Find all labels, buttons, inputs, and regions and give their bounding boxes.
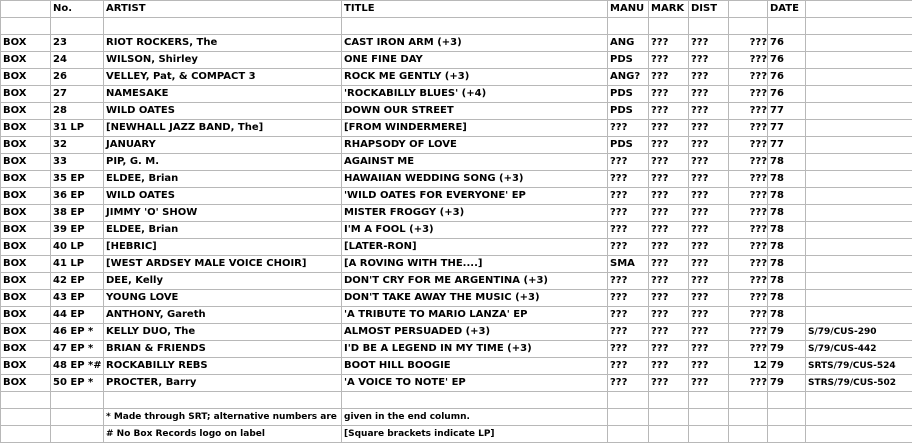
header-dist[interactable]: DIST xyxy=(689,1,729,18)
table-row xyxy=(1,358,912,375)
catalog-number-cell[interactable]: 39 EP xyxy=(51,222,104,239)
row-label-cell[interactable]: BOX xyxy=(1,239,51,256)
title-cell[interactable]: HAWAIIAN WEDDING SONG (+3) xyxy=(342,171,608,188)
dist-cell[interactable]: ??? xyxy=(689,137,729,154)
alt-number-cell[interactable] xyxy=(806,171,912,188)
dist-cell[interactable]: ??? xyxy=(689,239,729,256)
date-cell[interactable]: 78 xyxy=(768,205,806,222)
empty-cell[interactable] xyxy=(342,392,608,409)
empty-cell[interactable] xyxy=(649,392,689,409)
row-label-cell[interactable]: BOX xyxy=(1,273,51,290)
empty-cell[interactable] xyxy=(729,392,768,409)
mark-cell[interactable]: ??? xyxy=(649,35,689,52)
row-label-cell[interactable]: BOX xyxy=(1,205,51,222)
manu-cell[interactable]: ??? xyxy=(608,358,649,375)
dist-cell[interactable]: ??? xyxy=(689,86,729,103)
mark-cell[interactable]: ??? xyxy=(649,256,689,273)
dist-cell[interactable]: ??? xyxy=(689,154,729,171)
dist-cell[interactable]: ??? xyxy=(689,375,729,392)
empty-cell[interactable] xyxy=(689,392,729,409)
catalog-number-cell[interactable]: 48 EP *# xyxy=(51,358,104,375)
artist-cell[interactable]: ELDEE, Brian xyxy=(104,171,342,188)
artist-cell[interactable]: [HEBRIC] xyxy=(104,239,342,256)
dist-cell[interactable]: ??? xyxy=(689,358,729,375)
empty-cell[interactable] xyxy=(689,18,729,35)
dist-cell[interactable]: ??? xyxy=(689,52,729,69)
note-srt-left[interactable]: * Made through SRT; alternative numbers are xyxy=(104,409,342,426)
header-cell-blank[interactable] xyxy=(729,1,768,18)
manu-cell[interactable]: ??? xyxy=(608,273,649,290)
extra-cell[interactable]: ??? xyxy=(729,273,768,290)
artist-cell[interactable]: KELLY DUO, The xyxy=(104,324,342,341)
row-label-cell[interactable]: BOX xyxy=(1,154,51,171)
extra-cell[interactable]: ??? xyxy=(729,103,768,120)
empty-cell[interactable] xyxy=(649,18,689,35)
title-cell[interactable]: BOOT HILL BOOGIE xyxy=(342,358,608,375)
extra-cell[interactable]: ??? xyxy=(729,154,768,171)
header-title[interactable]: TITLE xyxy=(342,1,608,18)
extra-cell[interactable]: ??? xyxy=(729,222,768,239)
alt-number-cell[interactable] xyxy=(806,35,912,52)
title-cell[interactable]: DON'T CRY FOR ME ARGENTINA (+3) xyxy=(342,273,608,290)
alt-number-cell[interactable] xyxy=(806,205,912,222)
table-row xyxy=(1,52,912,69)
empty-cell[interactable] xyxy=(689,426,729,443)
row-label-cell[interactable]: BOX xyxy=(1,103,51,120)
title-cell[interactable]: 'ROCKABILLY BLUES' (+4) xyxy=(342,86,608,103)
table-row xyxy=(1,69,912,86)
mark-cell[interactable]: ??? xyxy=(649,375,689,392)
alt-number-cell[interactable] xyxy=(806,188,912,205)
extra-cell[interactable]: ??? xyxy=(729,324,768,341)
date-cell[interactable]: 76 xyxy=(768,86,806,103)
alt-number-cell[interactable] xyxy=(806,120,912,137)
manu-cell[interactable]: ??? xyxy=(608,375,649,392)
row-label-cell[interactable]: BOX xyxy=(1,137,51,154)
extra-cell[interactable]: ??? xyxy=(729,375,768,392)
table-row xyxy=(1,239,912,256)
manu-cell[interactable]: PDS xyxy=(608,86,649,103)
row-label-cell[interactable]: BOX xyxy=(1,324,51,341)
artist-cell[interactable]: WILD OATES xyxy=(104,188,342,205)
mark-cell[interactable]: ??? xyxy=(649,307,689,324)
alt-number-cell[interactable] xyxy=(806,239,912,256)
extra-cell[interactable]: ??? xyxy=(729,290,768,307)
catalog-number-cell[interactable]: 27 xyxy=(51,86,104,103)
alt-number-cell[interactable] xyxy=(806,137,912,154)
dist-cell[interactable]: ??? xyxy=(689,120,729,137)
table-row xyxy=(1,103,912,120)
header-cell-blank[interactable] xyxy=(806,1,912,18)
manu-cell[interactable]: ??? xyxy=(608,324,649,341)
empty-cell[interactable] xyxy=(768,392,806,409)
title-cell[interactable]: MISTER FROGGY (+3) xyxy=(342,205,608,222)
mark-cell[interactable]: ??? xyxy=(649,137,689,154)
header-cell-blank[interactable] xyxy=(1,1,51,18)
table-row xyxy=(1,35,912,52)
artist-cell[interactable]: JANUARY xyxy=(104,137,342,154)
table-row xyxy=(1,341,912,358)
empty-cell[interactable] xyxy=(608,426,649,443)
date-cell[interactable]: 76 xyxy=(768,35,806,52)
date-cell[interactable]: 78 xyxy=(768,307,806,324)
extra-cell[interactable]: ??? xyxy=(729,239,768,256)
header-mark[interactable]: MARK xyxy=(649,1,689,18)
catalog-number-cell[interactable]: 50 EP * xyxy=(51,375,104,392)
row-label-cell[interactable]: BOX xyxy=(1,52,51,69)
manu-cell[interactable]: PDS xyxy=(608,52,649,69)
artist-cell[interactable]: ROCKABILLY REBS xyxy=(104,358,342,375)
empty-cell[interactable] xyxy=(342,18,608,35)
catalog-number-cell[interactable]: 33 xyxy=(51,154,104,171)
mark-cell[interactable]: ??? xyxy=(649,69,689,86)
manu-cell[interactable]: ??? xyxy=(608,222,649,239)
extra-cell[interactable]: ??? xyxy=(729,205,768,222)
catalog-number-cell[interactable]: 28 xyxy=(51,103,104,120)
extra-cell[interactable]: ??? xyxy=(729,86,768,103)
artist-cell[interactable]: ELDEE, Brian xyxy=(104,222,342,239)
artist-cell[interactable]: ANTHONY, Gareth xyxy=(104,307,342,324)
title-cell[interactable]: 'A TRIBUTE TO MARIO LANZA' EP xyxy=(342,307,608,324)
date-cell[interactable]: 78 xyxy=(768,290,806,307)
title-cell[interactable]: [FROM WINDERMERE] xyxy=(342,120,608,137)
catalog-number-cell[interactable]: 43 EP xyxy=(51,290,104,307)
manu-cell[interactable]: ??? xyxy=(608,239,649,256)
mark-cell[interactable]: ??? xyxy=(649,154,689,171)
empty-cell[interactable] xyxy=(729,18,768,35)
empty-cell[interactable] xyxy=(729,409,768,426)
dist-cell[interactable]: ??? xyxy=(689,307,729,324)
empty-cell[interactable] xyxy=(806,392,912,409)
extra-cell[interactable]: ??? xyxy=(729,35,768,52)
catalog-number-cell[interactable]: 41 LP xyxy=(51,256,104,273)
artist-cell[interactable]: RIOT ROCKERS, The xyxy=(104,35,342,52)
title-cell[interactable]: I'D BE A LEGEND IN MY TIME (+3) xyxy=(342,341,608,358)
note-row-srt xyxy=(1,409,912,426)
mark-cell[interactable]: ??? xyxy=(649,52,689,69)
row-label-cell[interactable]: BOX xyxy=(1,69,51,86)
blank-row xyxy=(1,392,912,409)
mark-cell[interactable]: ??? xyxy=(649,273,689,290)
date-cell[interactable]: 78 xyxy=(768,256,806,273)
alt-number-cell[interactable] xyxy=(806,103,912,120)
table-row xyxy=(1,188,912,205)
dist-cell[interactable]: ??? xyxy=(689,222,729,239)
row-label-cell[interactable]: BOX xyxy=(1,35,51,52)
date-cell[interactable]: 78 xyxy=(768,171,806,188)
artist-cell[interactable]: [WEST ARDSEY MALE VOICE CHOIR] xyxy=(104,256,342,273)
date-cell[interactable]: 79 xyxy=(768,375,806,392)
empty-cell[interactable] xyxy=(608,409,649,426)
date-cell[interactable]: 78 xyxy=(768,188,806,205)
manu-cell[interactable]: ANG xyxy=(608,35,649,52)
table-row xyxy=(1,290,912,307)
title-cell[interactable]: ONE FINE DAY xyxy=(342,52,608,69)
table-row xyxy=(1,273,912,290)
row-label-cell[interactable]: BOX xyxy=(1,171,51,188)
catalog-number-cell[interactable]: 26 xyxy=(51,69,104,86)
date-cell[interactable]: 78 xyxy=(768,239,806,256)
catalog-number-cell[interactable]: 42 EP xyxy=(51,273,104,290)
dist-cell[interactable]: ??? xyxy=(689,324,729,341)
title-cell[interactable]: 'A VOICE TO NOTE' EP xyxy=(342,375,608,392)
alt-number-cell[interactable] xyxy=(806,222,912,239)
date-cell[interactable]: 76 xyxy=(768,52,806,69)
empty-cell[interactable] xyxy=(806,409,912,426)
manu-cell[interactable]: ??? xyxy=(608,188,649,205)
artist-cell[interactable]: [NEWHALL JAZZ BAND, The] xyxy=(104,120,342,137)
artist-cell[interactable]: JIMMY 'O' SHOW xyxy=(104,205,342,222)
row-label-cell[interactable]: BOX xyxy=(1,188,51,205)
catalog-number-cell[interactable]: 35 EP xyxy=(51,171,104,188)
row-label-cell[interactable]: BOX xyxy=(1,307,51,324)
extra-cell[interactable]: ??? xyxy=(729,137,768,154)
catalog-number-cell[interactable]: 44 EP xyxy=(51,307,104,324)
row-label-cell[interactable]: BOX xyxy=(1,290,51,307)
title-cell[interactable]: DOWN OUR STREET xyxy=(342,103,608,120)
extra-cell[interactable]: ??? xyxy=(729,256,768,273)
alt-number-cell[interactable] xyxy=(806,307,912,324)
empty-cell[interactable] xyxy=(1,18,51,35)
date-cell[interactable]: 77 xyxy=(768,137,806,154)
date-cell[interactable]: 78 xyxy=(768,273,806,290)
blank-row xyxy=(1,18,912,35)
mark-cell[interactable]: ??? xyxy=(649,222,689,239)
alt-number-cell[interactable] xyxy=(806,256,912,273)
dist-cell[interactable]: ??? xyxy=(689,341,729,358)
title-cell[interactable]: RHAPSODY OF LOVE xyxy=(342,137,608,154)
manu-cell[interactable]: SMA xyxy=(608,256,649,273)
title-cell[interactable]: AGAINST ME xyxy=(342,154,608,171)
empty-cell[interactable] xyxy=(608,392,649,409)
row-label-cell[interactable]: BOX xyxy=(1,222,51,239)
manu-cell[interactable]: ??? xyxy=(608,307,649,324)
mark-cell[interactable]: ??? xyxy=(649,86,689,103)
alt-number-cell[interactable] xyxy=(806,154,912,171)
mark-cell[interactable]: ??? xyxy=(649,290,689,307)
alt-number-cell[interactable] xyxy=(806,290,912,307)
empty-cell[interactable] xyxy=(104,392,342,409)
mark-cell[interactable]: ??? xyxy=(649,120,689,137)
header-artist[interactable]: ARTIST xyxy=(104,1,342,18)
date-cell[interactable]: 76 xyxy=(768,69,806,86)
dist-cell[interactable]: ??? xyxy=(689,171,729,188)
artist-cell[interactable]: WILD OATES xyxy=(104,103,342,120)
catalog-number-cell[interactable]: 23 xyxy=(51,35,104,52)
empty-cell[interactable] xyxy=(806,18,912,35)
extra-cell[interactable]: ??? xyxy=(729,52,768,69)
empty-cell[interactable] xyxy=(1,426,51,443)
empty-cell[interactable] xyxy=(806,426,912,443)
artist-cell[interactable]: NAMESAKE xyxy=(104,86,342,103)
empty-cell[interactable] xyxy=(104,18,342,35)
dist-cell[interactable]: ??? xyxy=(689,256,729,273)
catalog-number-cell[interactable]: 36 EP xyxy=(51,188,104,205)
dist-cell[interactable]: ??? xyxy=(689,273,729,290)
manu-cell[interactable]: ANG? xyxy=(608,69,649,86)
alt-number-cell[interactable] xyxy=(806,69,912,86)
dist-cell[interactable]: ??? xyxy=(689,290,729,307)
empty-cell[interactable] xyxy=(768,409,806,426)
artist-cell[interactable]: BRIAN & FRIENDS xyxy=(104,341,342,358)
catalog-number-cell[interactable]: 47 EP * xyxy=(51,341,104,358)
empty-cell[interactable] xyxy=(1,392,51,409)
table-row xyxy=(1,256,912,273)
empty-cell[interactable] xyxy=(768,426,806,443)
row-label-cell[interactable]: BOX xyxy=(1,341,51,358)
empty-cell[interactable] xyxy=(729,426,768,443)
empty-cell[interactable] xyxy=(51,409,104,426)
extra-cell[interactable]: ??? xyxy=(729,307,768,324)
mark-cell[interactable]: ??? xyxy=(649,205,689,222)
artist-cell[interactable]: DEE, Kelly xyxy=(104,273,342,290)
empty-cell[interactable] xyxy=(689,409,729,426)
row-label-cell[interactable]: BOX xyxy=(1,120,51,137)
header-row xyxy=(1,1,912,18)
empty-cell[interactable] xyxy=(649,409,689,426)
dist-cell[interactable]: ??? xyxy=(689,205,729,222)
title-cell[interactable]: [LATER-RON] xyxy=(342,239,608,256)
table-row xyxy=(1,137,912,154)
title-cell[interactable]: [A ROVING WITH THE....] xyxy=(342,256,608,273)
manu-cell[interactable]: PDS xyxy=(608,103,649,120)
extra-cell[interactable]: ??? xyxy=(729,171,768,188)
empty-cell[interactable] xyxy=(649,426,689,443)
manu-cell[interactable]: ??? xyxy=(608,171,649,188)
header-no[interactable]: No. xyxy=(51,1,104,18)
table-row xyxy=(1,154,912,171)
empty-cell[interactable] xyxy=(608,18,649,35)
note-brackets[interactable]: [Square brackets indicate LP] xyxy=(342,426,608,443)
note-srt-right[interactable]: given in the end column. xyxy=(342,409,608,426)
dist-cell[interactable]: ??? xyxy=(689,35,729,52)
empty-cell[interactable] xyxy=(51,392,104,409)
header-date[interactable]: DATE xyxy=(768,1,806,18)
table-row xyxy=(1,86,912,103)
dist-cell[interactable]: ??? xyxy=(689,103,729,120)
mark-cell[interactable]: ??? xyxy=(649,239,689,256)
empty-cell[interactable] xyxy=(51,18,104,35)
row-label-cell[interactable]: BOX xyxy=(1,256,51,273)
table-row xyxy=(1,120,912,137)
note-logo[interactable]: # No Box Records logo on label xyxy=(104,426,342,443)
manu-cell[interactable]: ??? xyxy=(608,205,649,222)
artist-cell[interactable]: PROCTER, Barry xyxy=(104,375,342,392)
title-cell[interactable]: ALMOST PERSUADED (+3) xyxy=(342,324,608,341)
date-cell[interactable]: 79 xyxy=(768,341,806,358)
manu-cell[interactable]: ??? xyxy=(608,341,649,358)
header-manu[interactable]: MANU xyxy=(608,1,649,18)
alt-number-cell[interactable]: SRTS/79/CUS-524 xyxy=(806,358,912,375)
date-cell[interactable]: 79 xyxy=(768,358,806,375)
catalog-number-cell[interactable]: 32 xyxy=(51,137,104,154)
date-cell[interactable]: 78 xyxy=(768,222,806,239)
extra-cell[interactable]: ??? xyxy=(729,120,768,137)
alt-number-cell[interactable]: S/79/CUS-290 xyxy=(806,324,912,341)
empty-cell[interactable] xyxy=(1,409,51,426)
alt-number-cell[interactable] xyxy=(806,52,912,69)
table-row xyxy=(1,324,912,341)
catalog-number-cell[interactable]: 40 LP xyxy=(51,239,104,256)
artist-cell[interactable]: PIP, G. M. xyxy=(104,154,342,171)
catalog-number-cell[interactable]: 38 EP xyxy=(51,205,104,222)
title-cell[interactable]: 'WILD OATES FOR EVERYONE' EP xyxy=(342,188,608,205)
title-cell[interactable]: ROCK ME GENTLY (+3) xyxy=(342,69,608,86)
empty-cell[interactable] xyxy=(51,426,104,443)
alt-number-cell[interactable] xyxy=(806,86,912,103)
table-row xyxy=(1,171,912,188)
extra-cell[interactable]: ??? xyxy=(729,341,768,358)
row-label-cell[interactable]: BOX xyxy=(1,358,51,375)
catalog-number-cell[interactable]: 31 LP xyxy=(51,120,104,137)
title-cell[interactable]: CAST IRON ARM (+3) xyxy=(342,35,608,52)
manu-cell[interactable]: PDS xyxy=(608,137,649,154)
alt-number-cell[interactable]: S/79/CUS-442 xyxy=(806,341,912,358)
manu-cell[interactable]: ??? xyxy=(608,290,649,307)
table-row xyxy=(1,222,912,239)
empty-cell[interactable] xyxy=(768,18,806,35)
alt-number-cell[interactable]: STRS/79/CUS-502 xyxy=(806,375,912,392)
date-cell[interactable]: 78 xyxy=(768,154,806,171)
extra-cell[interactable]: ??? xyxy=(729,69,768,86)
manu-cell[interactable]: ??? xyxy=(608,154,649,171)
artist-cell[interactable]: WILSON, Shirley xyxy=(104,52,342,69)
manu-cell[interactable]: ??? xyxy=(608,120,649,137)
mark-cell[interactable]: ??? xyxy=(649,171,689,188)
table-row xyxy=(1,307,912,324)
mark-cell[interactable]: ??? xyxy=(649,341,689,358)
title-cell[interactable]: I'M A FOOL (+3) xyxy=(342,222,608,239)
artist-cell[interactable]: VELLEY, Pat, & COMPACT 3 xyxy=(104,69,342,86)
mark-cell[interactable]: ??? xyxy=(649,103,689,120)
dist-cell[interactable]: ??? xyxy=(689,188,729,205)
row-label-cell[interactable]: BOX xyxy=(1,375,51,392)
extra-cell[interactable]: ??? xyxy=(729,188,768,205)
note-row-logo xyxy=(1,426,912,443)
table-row xyxy=(1,375,912,392)
title-cell[interactable]: DON'T TAKE AWAY THE MUSIC (+3) xyxy=(342,290,608,307)
mark-cell[interactable]: ??? xyxy=(649,188,689,205)
catalog-number-cell[interactable]: 46 EP * xyxy=(51,324,104,341)
catalog-number-cell[interactable]: 24 xyxy=(51,52,104,69)
date-cell[interactable]: 77 xyxy=(768,103,806,120)
artist-cell[interactable]: YOUNG LOVE xyxy=(104,290,342,307)
date-cell[interactable]: 79 xyxy=(768,324,806,341)
mark-cell[interactable]: ??? xyxy=(649,358,689,375)
row-label-cell[interactable]: BOX xyxy=(1,86,51,103)
mark-cell[interactable]: ??? xyxy=(649,324,689,341)
table-row xyxy=(1,205,912,222)
extra-cell[interactable]: 12 xyxy=(729,358,768,375)
date-cell[interactable]: 77 xyxy=(768,120,806,137)
dist-cell[interactable]: ??? xyxy=(689,69,729,86)
alt-number-cell[interactable] xyxy=(806,273,912,290)
